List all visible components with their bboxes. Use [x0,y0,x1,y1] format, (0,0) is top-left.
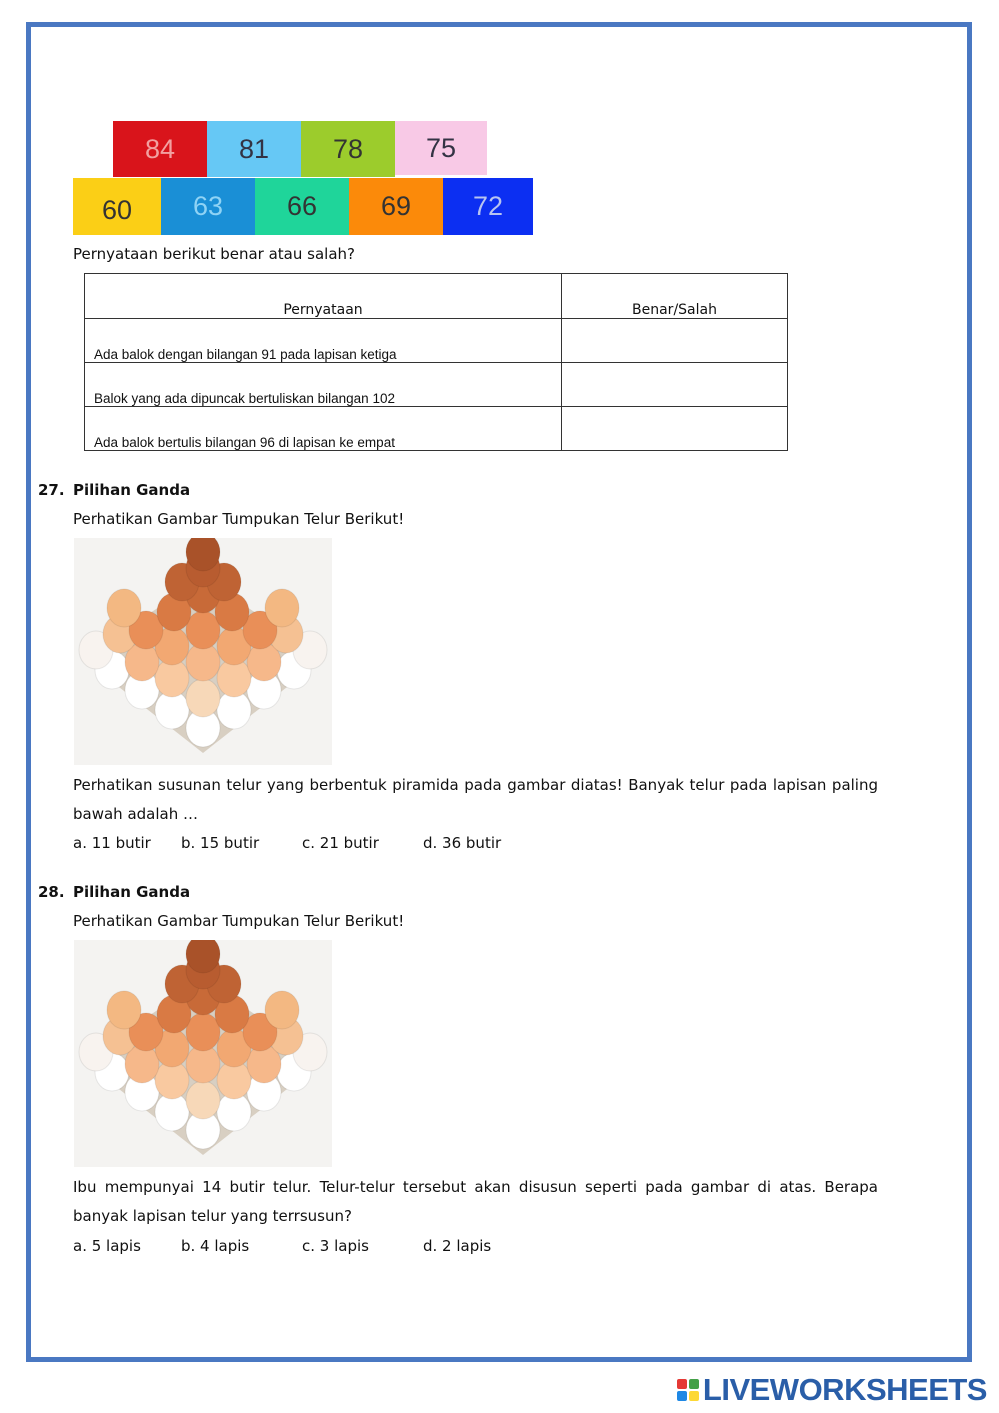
q28-number: 28. [38,883,65,901]
q27-type: Pilihan Ganda [73,481,191,499]
q28-intro: Perhatikan Gambar Tumpukan Telur Berikut! [73,912,405,930]
q28-type: Pilihan Ganda [73,883,191,901]
answer-cell[interactable] [562,363,788,407]
option-d[interactable]: d. 2 lapis [423,1237,492,1255]
option-b[interactable]: b. 4 lapis [181,1237,250,1255]
q27-question: Perhatikan susunan telur yang berbentuk piramida pada gambar diatas! Banyak telur pada lapisan paling bawah adalah … [73,776,878,823]
egg [265,589,299,627]
egg [107,589,141,627]
egg-pyramid-image [74,940,332,1167]
block-top-3: 78 [301,121,395,177]
egg [186,679,220,717]
logo-text: LIVEWORKSHEETS [702,1372,987,1407]
number-blocks [73,121,533,235]
option-d[interactable]: d. 36 butir [423,834,502,852]
block-top-1: 84 [113,121,207,177]
block-bottom-4: 69 [349,178,443,235]
header-pernyataan: Pernyataan [85,274,562,319]
table-row [85,363,788,407]
table-row [85,319,788,363]
option-a[interactable]: a. 5 lapis [73,1237,141,1255]
liveworksheets-logo [677,1372,987,1408]
statement-cell: Ada balok bertulis bilangan 96 di lapisan ke empat [85,407,562,451]
q27-intro: Perhatikan Gambar Tumpukan Telur Berikut! [73,510,405,528]
egg [186,940,220,973]
egg [186,1013,220,1051]
statement-cell: Ada balok dengan bilangan 91 pada lapisan ketiga [85,319,562,363]
option-b[interactable]: b. 15 butir [181,834,260,852]
table-row [85,407,788,451]
option-c[interactable]: c. 21 butir [302,834,379,852]
egg [265,991,299,1029]
block-bottom-3: 66 [255,178,349,235]
block-bottom-5: 72 [443,178,533,235]
answer-cell[interactable] [562,319,788,363]
block-bottom-2: 63 [161,178,255,235]
option-a[interactable]: a. 11 butir [73,834,151,852]
option-c[interactable]: c. 3 lapis [302,1237,369,1255]
block-bottom-1: 60 [73,178,161,235]
table-header-row [85,274,788,319]
egg [186,538,220,571]
egg [107,991,141,1029]
q27-number: 27. [38,481,65,499]
egg [186,1081,220,1119]
statement-table [84,273,788,451]
q28-question: Ibu mempunyai 14 butir telur. Telur-telur tersebut akan disusun seperti pada gambar di atas. Berapa banyak lapisan telur yang terrsusun? [73,1178,878,1225]
block-top-2: 81 [207,121,301,177]
logo-grid-icon [677,1379,699,1401]
statement-cell: Balok yang ada dipuncak bertuliskan bilangan 102 [85,363,562,407]
egg-pyramid-image [74,538,332,765]
egg [186,611,220,649]
block-top-4: 75 [395,121,487,175]
answer-cell[interactable] [562,407,788,451]
header-benar-salah: Benar/Salah [562,274,788,319]
q26-prompt: Pernyataan berikut benar atau salah? [73,245,355,263]
